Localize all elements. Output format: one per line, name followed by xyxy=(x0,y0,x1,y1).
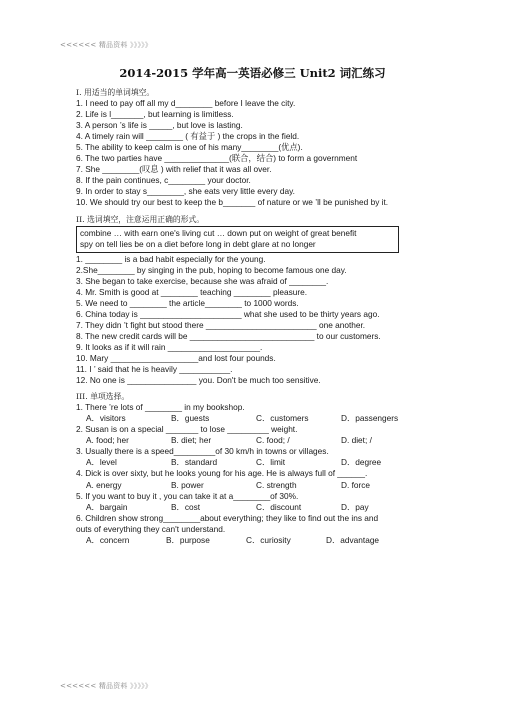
section-3-heading: III. 单项选择。 xyxy=(76,392,130,402)
option-d: D. diet; / xyxy=(341,435,372,446)
exercise-line: 3. A person ’s life is _____, but love is lasting. xyxy=(76,120,243,131)
option-d: D．degree xyxy=(341,457,382,468)
exercise-line: 8. If the pain continues, c________ your doctor. xyxy=(76,175,251,186)
option-a: A．level xyxy=(86,457,117,468)
exercise-line: 3. She began to take exercise, because she was afraid of ________. xyxy=(76,275,329,286)
exercise-line: 6. China today is ______________________ what she used to be thirty years ago. xyxy=(76,308,380,319)
option-c: C．discount xyxy=(256,501,302,512)
question-stem: 4. Dick is over sixty, but he looks young for his age. He is always full of ______. xyxy=(76,468,368,479)
option-b: B．guests xyxy=(171,413,210,424)
exercise-line: 7. They didn ’t fight but stood there ________________________ one another. xyxy=(76,319,366,330)
exercise-line: 5. The ability to keep calm is one of his many________(优点). xyxy=(76,142,303,153)
question-stem-continued: outs of everything they can't understand. xyxy=(76,523,226,534)
header-watermark: <<<<<< 精品资料 》》》》》 xyxy=(60,41,153,49)
option-a: A．bargain xyxy=(86,501,128,512)
question-options xyxy=(76,413,436,424)
exercise-line: 7. She ________(叹息 ) with relief that it was all over. xyxy=(76,164,272,175)
word-bank-row: combine … with earn one's living cut … down put on weight of great benefit xyxy=(80,227,357,238)
question-stem: 5. If you want to buy it , you can take it at a________of 30%. xyxy=(76,490,299,501)
option-d: D. force xyxy=(341,479,371,490)
option-a: A．concern xyxy=(86,534,130,545)
question-options xyxy=(76,480,436,491)
question-options xyxy=(76,535,436,546)
word-bank-box xyxy=(76,226,399,253)
option-a: A．visitors xyxy=(86,413,126,424)
section-1-heading: I. 用适当的单词填空。 xyxy=(76,88,155,97)
question-stem: 2. Susan is on a special _______ to lose _________ weight. xyxy=(76,424,298,435)
option-a: A. food; her xyxy=(86,435,129,446)
exercise-line: 2. Life is l_______, but learning is limitless. xyxy=(76,109,234,120)
option-c: C. strength xyxy=(256,479,297,490)
question-options xyxy=(76,435,436,446)
option-d: D．pay xyxy=(341,501,369,512)
worksheet-body xyxy=(76,87,436,546)
exercise-line: 10. Mary ___________________and lost four pounds. xyxy=(76,352,276,363)
option-a: A. energy xyxy=(86,479,122,490)
exercise-line: 9. In order to stay s________, she eats very little every day. xyxy=(76,186,295,197)
question-stem: 3. Usually there is a speed_________of 30 km/h in towns or villages. xyxy=(76,446,329,457)
option-d: D．advantage xyxy=(326,534,380,545)
option-b: B. diet; her xyxy=(171,435,212,446)
question-options xyxy=(76,457,436,468)
exercise-line: 4. A timely rain will ________ ( 有益于 ) the crops in the field. xyxy=(76,131,300,142)
option-b: B．purpose xyxy=(166,534,210,545)
question-stem: 1. There ’re lots of ________ in my bookshop. xyxy=(76,402,245,413)
option-d: D．passengers xyxy=(341,413,399,424)
exercise-line: 12. No one is _______________ you. Don't be much too sensitive. xyxy=(76,375,321,386)
exercise-line: 1. ________ is a bad habit especially for the young. xyxy=(76,253,266,264)
exercise-line: 6. The two parties have ______________(联合，结合) to form a government xyxy=(76,153,358,164)
exercise-line: 9. It looks as if it will rain ____________________. xyxy=(76,341,263,352)
option-b: B．standard xyxy=(171,457,218,468)
option-c: C．limit xyxy=(256,457,286,468)
section-2-heading: II. 选词填空，注意运用正确的形式。 xyxy=(76,214,205,224)
exercise-line: 10. We should try our best to keep the b_______ of nature or we ’ll be punished by it. xyxy=(76,197,389,208)
exercise-line: 8. The new credit cards will be ___________________________ to our customers. xyxy=(76,330,381,341)
option-c: C．curiosity xyxy=(246,534,291,545)
option-c: C. food; / xyxy=(256,435,290,446)
word-bank-row: spy on tell lies be on a diet before long in debt glare at no longer xyxy=(80,239,316,250)
exercise-line: 11. I ’ said that he is heavily ___________. xyxy=(76,364,233,375)
exercise-line: 4. Mr. Smith is good at ________ teaching ________ pleasure. xyxy=(76,286,308,297)
exercise-line: 5. We need to ________ the article________ to 1000 words. xyxy=(76,297,299,308)
option-c: C．customers xyxy=(256,413,309,424)
exercise-line: 2.She________ by singing in the pub, hoping to become famous one day. xyxy=(76,264,347,275)
footer-watermark: <<<<<< 精品资料 》》》》》 xyxy=(60,682,153,690)
exercise-line: 1. I need to pay off all my d________ before I leave the city. xyxy=(76,98,296,109)
option-b: B. power xyxy=(171,479,204,490)
question-stem: 6. Children show strong________about everything; they like to find out the ins and xyxy=(76,512,379,523)
question-options xyxy=(76,502,436,513)
page-title: 2014-2015 学年高一英语必修三 Unit2 词汇练习 xyxy=(119,66,386,80)
option-b: B．cost xyxy=(171,501,201,512)
